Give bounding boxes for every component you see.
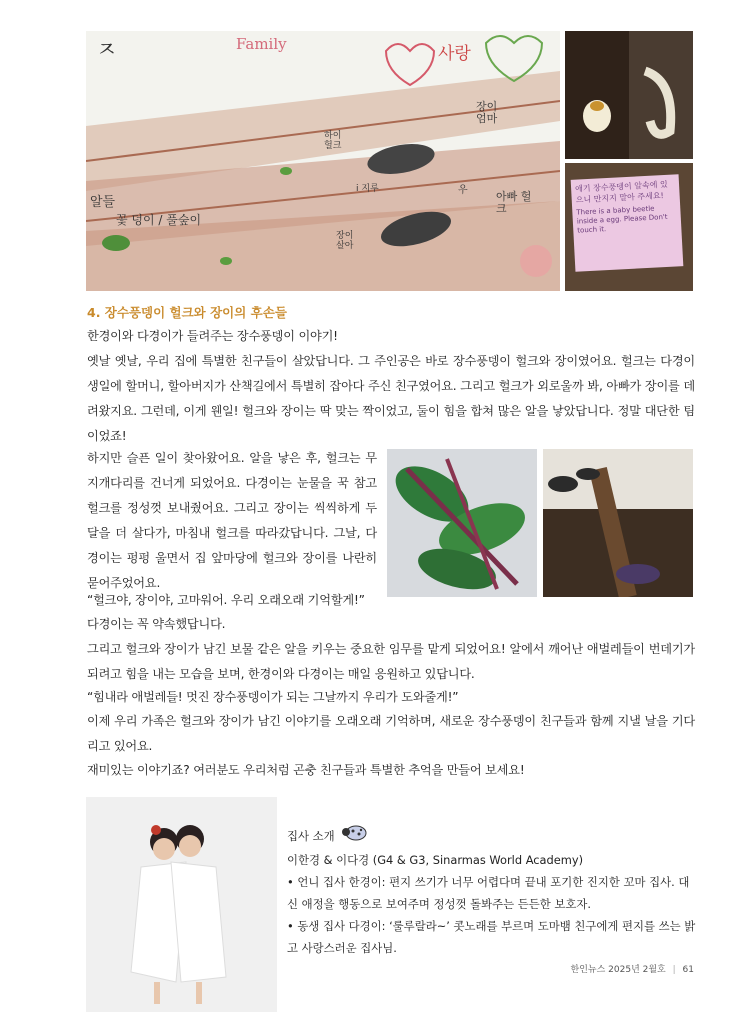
- drawing-bubble-2: i 지루: [356, 184, 379, 194]
- intro-heading: 집사 소개: [287, 828, 335, 843]
- drawing-logo-letter: ㅈ: [96, 38, 118, 63]
- section-title: 4. 장수풍뎅이 헐크와 장이의 후손들: [87, 305, 287, 320]
- paragraph-4: “헐크야, 장이야, 고마워어. 우리 오래오래 기억할게!”: [87, 593, 365, 607]
- paragraph-9: 재미있는 이야기죠? 여러분도 우리처럼 곤충 친구들과 특별한 추억을 만들어 보세요!: [87, 763, 525, 777]
- paragraph-5: 다경이는 꼭 약속했답니다.: [87, 617, 226, 631]
- note-card-photo: [565, 163, 693, 291]
- note-card-english: There is a baby beetle inside a egg. Please Don't touch it.: [576, 204, 668, 235]
- drawing-art: [86, 31, 560, 291]
- page-number: 61: [682, 965, 694, 975]
- drawing-bubble-1: 하이 헐크: [324, 131, 342, 151]
- kids-photo: [86, 797, 277, 1012]
- drawing-bubble-4: 장이 살아: [336, 231, 354, 251]
- terrarium-photo: [543, 449, 693, 597]
- paragraph-8: 이제 우리 가족은 헐크와 장이가 남긴 이야기를 오래오래 기억하며, 새로운 장수풍뎅이 친구들과 함께 지낼 날을 기다리고 있어요.: [87, 714, 695, 753]
- ladybug-icon: [341, 822, 369, 849]
- kids-photo-art: [86, 797, 277, 1012]
- page-footer: [571, 962, 694, 975]
- terrarium-photo-art: [543, 449, 693, 597]
- paragraph-3: 하지만 슬픈 일이 찾아왔어요. 알을 낳은 후, 헐크는 무지개다리를 건너게 되었어요. 다경이는 눈물을 꾹 참고 헐크를 정성껏 보내줬어요. 그리고 장이는 씩씩하게 두 달을 더 살다가, 마침내 헐크를 따라갔답니다. 그날, 다경이는 펑펑 울면서 집 앞마당에 헐크와 장이를 나란히 묻어주었어요.: [87, 451, 377, 590]
- drawing-bubble-3: 우: [458, 185, 468, 196]
- drawing-egg-label: 알들: [90, 195, 116, 210]
- footer-publication: 한인뉴스 2025년 2월호: [570, 965, 666, 975]
- note-card: [571, 174, 684, 272]
- drawing-dad-label: 아빠 헐크: [496, 190, 532, 215]
- intro-heading-row: [287, 822, 697, 849]
- plants-photo: [387, 449, 537, 597]
- note-card-korean: 애기 장수풍뎅이 알속에 있으니 만지지 말아 주세요!: [574, 179, 668, 205]
- intro-bullet-1: • 언니 집사 한경이: 편지 쓰기가 너무 어렵다며 끝내 포기한 진지한 꼬마 집사. 대신 애정을 행동으로 보여주며 정성껏 돌봐주는 든든한 보호자.: [287, 875, 690, 911]
- introduction-block: [287, 822, 697, 959]
- drawing-grass-label: 꽃 덩이 / 풀숲이: [116, 213, 202, 227]
- footer-separator: |: [672, 965, 676, 975]
- paragraph-1: 한경이와 다경이가 들려주는 장수풍뎅이 이야기!: [87, 329, 338, 343]
- drawing-love-text: 사랑: [438, 44, 471, 64]
- drawing-mom-label: 장이 엄마: [476, 100, 498, 125]
- larva-photo-art: [565, 31, 693, 159]
- larva-photo: [565, 31, 693, 159]
- paragraph-7: “힘내라 애벌레들! 멋진 장수풍뎅이가 되는 그날까지 우리가 도와줄게!”: [87, 690, 459, 704]
- intro-bullet-2: • 동생 집사 다경이: ‘룰루랄라~’ 콧노래를 부르며 도마뱀 친구에게 편지를 쓰는 밝고 사랑스러운 집사님.: [287, 919, 696, 955]
- drawing-family-text: Family: [236, 35, 287, 53]
- intro-names: 이한경 & 이다경 (G4 & G3, Sinarmas World Academy): [287, 853, 584, 867]
- paragraph-6: 그리고 헐크와 장이가 남긴 보물 같은 알을 키우는 중요한 임무를 맡게 되었어요! 알에서 깨어난 애벌레들이 번데기가 되려고 힘을 내는 모습을 보며, 한경이와 다경이는 매일 응원하고 있답니다.: [87, 642, 695, 681]
- children-drawing: [86, 31, 560, 291]
- plants-photo-art: [387, 449, 537, 597]
- paragraph-2: 옛날 옛날, 우리 집에 특별한 친구들이 살았답니다. 그 주인공은 바로 장수풍뎅이 헐크와 장이였어요. 헐크는 다경이 생일에 할머니, 할아버지가 산책길에서 특별히 잡아다 주신 친구였어요. 그리고 헐크가 외로울까 봐, 아빠가 장이를 데려왔지요. 그런데, 이게 웬일! 헐크와 장이는 딱 맞는 짝이었고, 둘이 힘을 합쳐 많은 알을 낳았답니다. 정말 대단한 팀이었죠!: [87, 354, 695, 443]
